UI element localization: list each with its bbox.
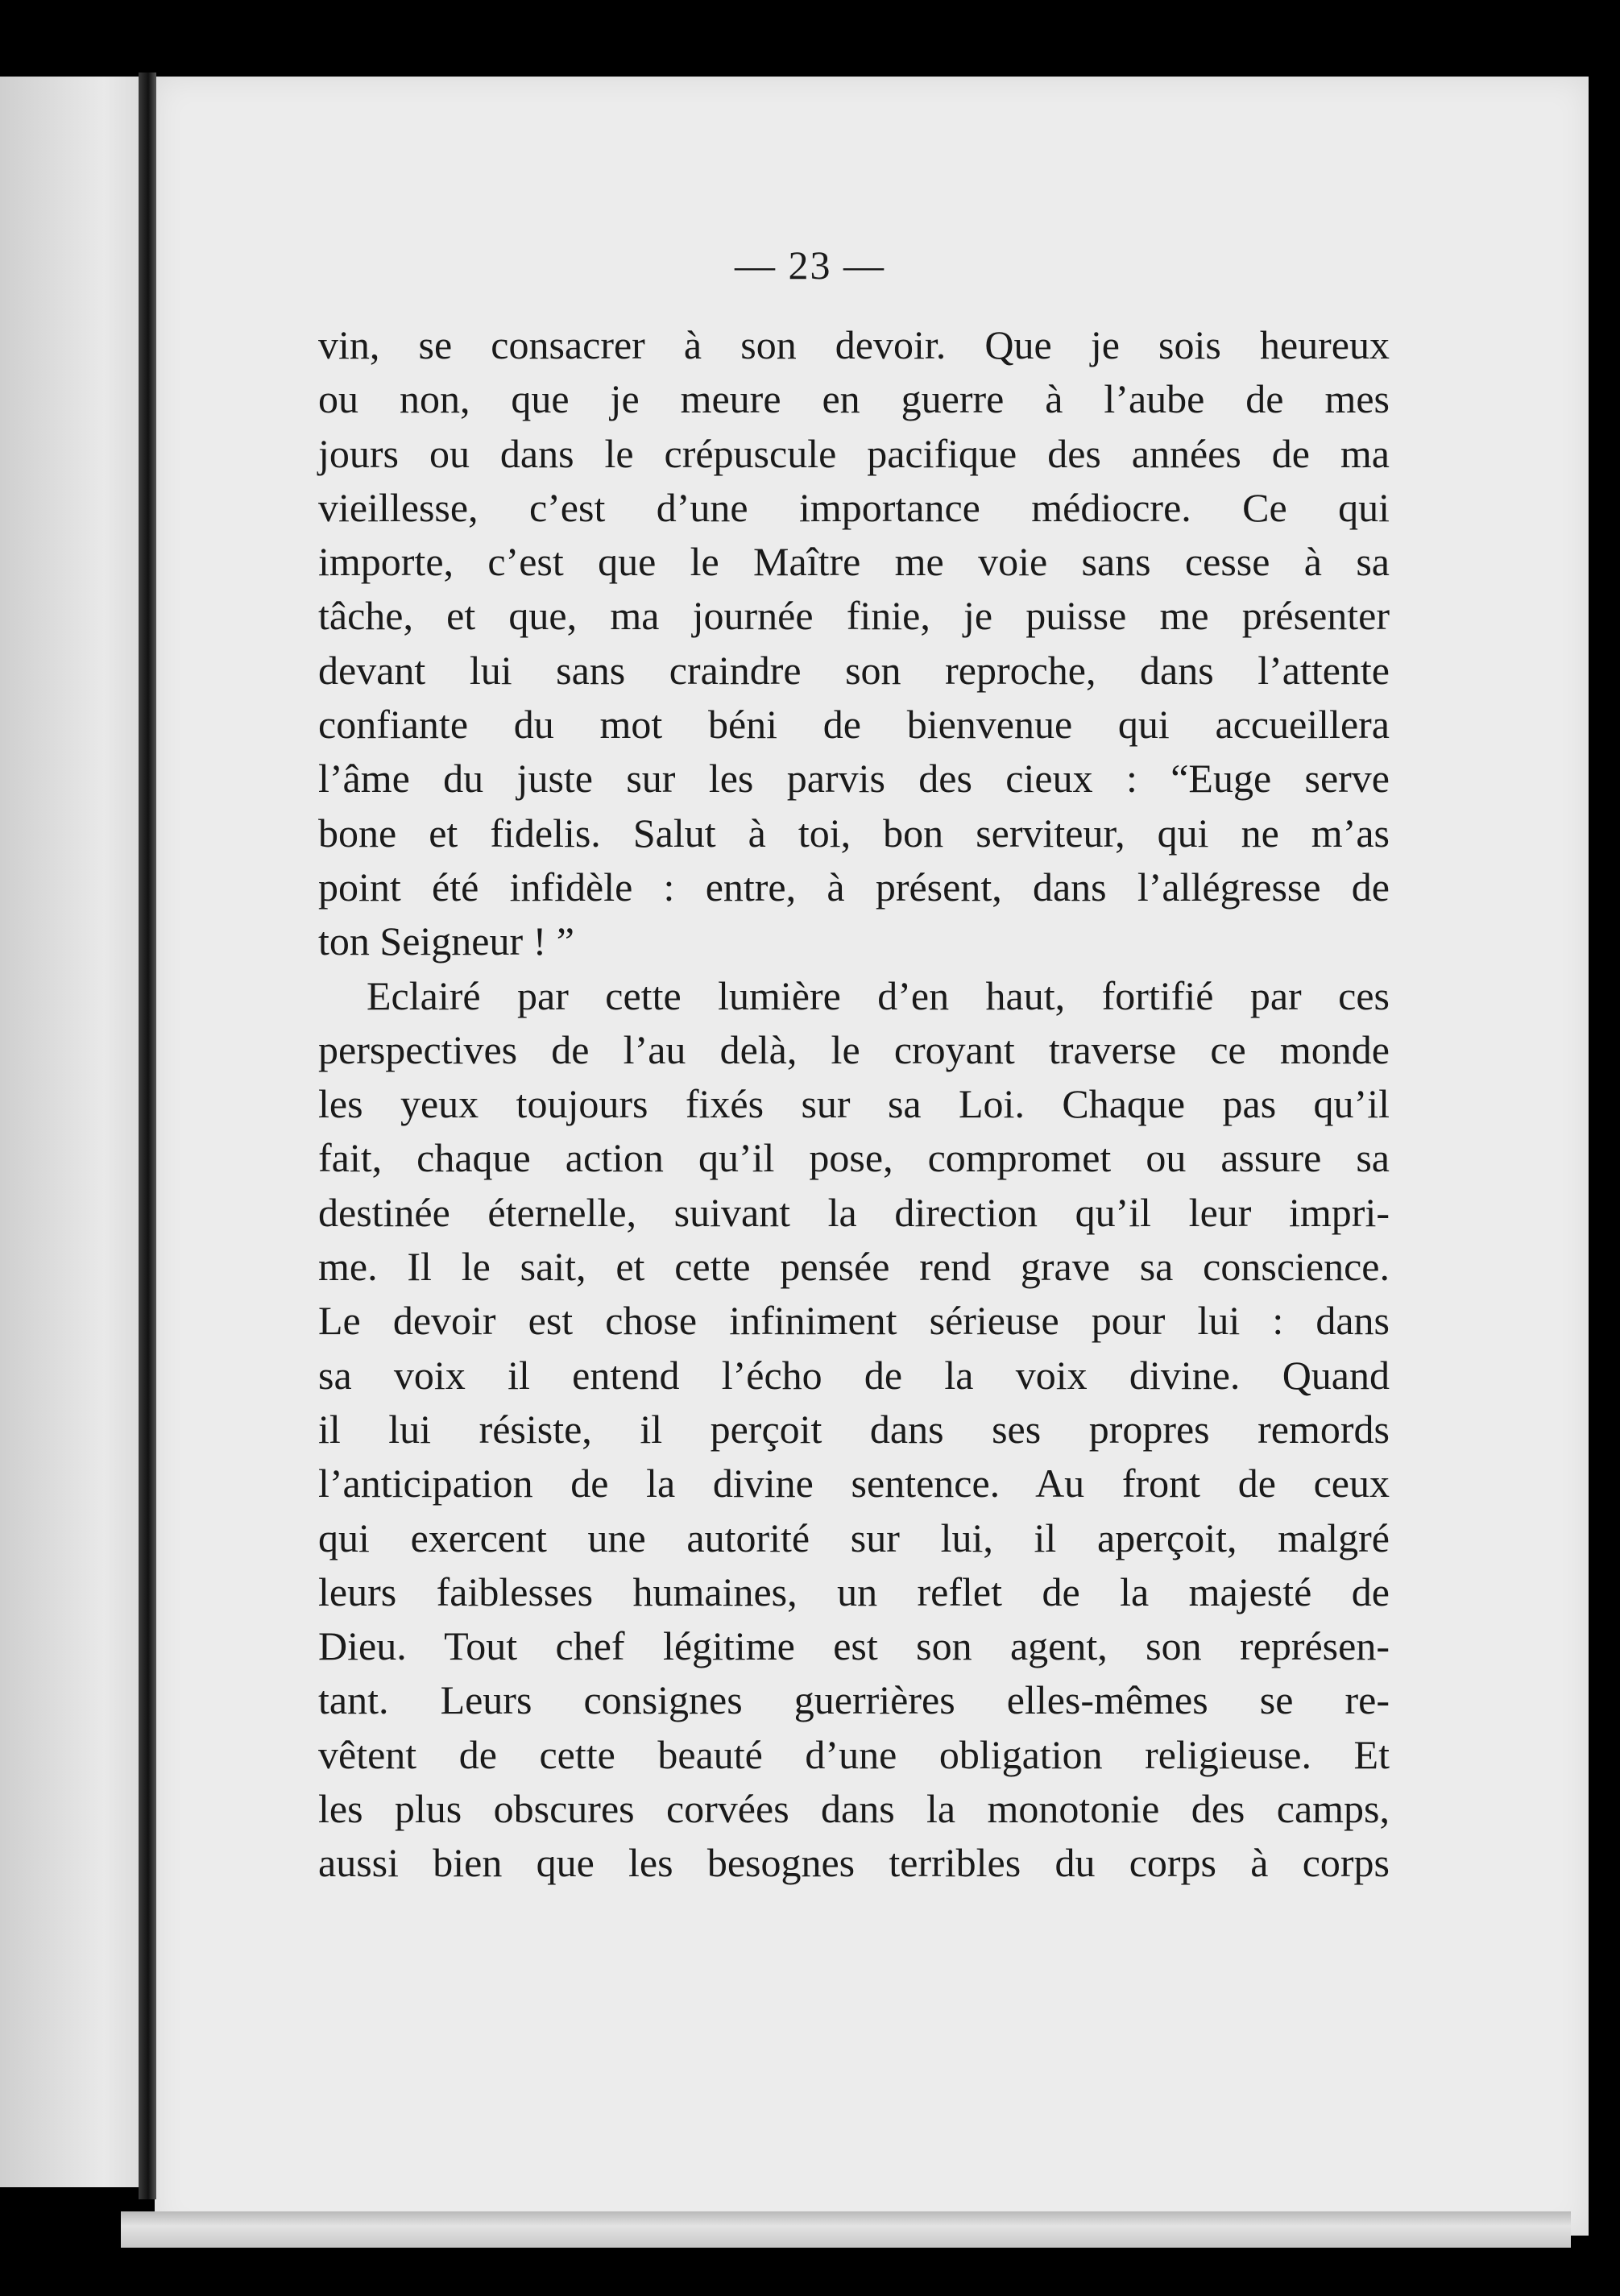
text-line: fait, chaque action qu’il pose, compromet ou assure sa bbox=[318, 1135, 1390, 1181]
text-line: jours ou dans le crépuscule pacifique des années de ma bbox=[318, 430, 1390, 476]
page-bottom-edge bbox=[121, 2211, 1571, 2248]
left-page-edge bbox=[0, 77, 149, 2187]
text-line: perspectives de l’au delà, le croyant traverse ce monde bbox=[318, 1026, 1390, 1072]
text-line: importe, c’est que le Maître me voie sans cesse à sa bbox=[318, 539, 1390, 585]
text-line: qui exercent une autorité sur lui, il aperçoit, malgré bbox=[318, 1515, 1390, 1560]
text-line: vêtent de cette beauté d’une obligation religieuse. Et bbox=[318, 1731, 1390, 1777]
text-line: me. Il le sait, et cette pensée rend grave sa conscience. bbox=[318, 1244, 1390, 1290]
text-line: Dieu. Tout chef légitime est son agent, son représen- bbox=[318, 1623, 1390, 1669]
book-spine bbox=[139, 73, 156, 2199]
text-line: vieillesse, c’est d’une importance médiocre. Ce qui bbox=[318, 484, 1390, 530]
text-line: tant. Leurs consignes guerrières elles-mêmes se re- bbox=[318, 1677, 1390, 1723]
text-line: destinée éternelle, suivant la direction qu’il leur impri- bbox=[318, 1189, 1390, 1235]
text-line: sa voix il entend l’écho de la voix divine. Quand bbox=[318, 1352, 1390, 1398]
text-line: Eclairé par cette lumière d’en haut, fortifié par ces bbox=[367, 972, 1390, 1018]
text-line: tâche, et que, ma journée finie, je puisse me présenter bbox=[318, 593, 1390, 639]
text-line: ou non, que je meure en guerre à l’aube de mes bbox=[318, 376, 1390, 422]
text-line: leurs faiblesses humaines, un reflet de la majesté de bbox=[318, 1569, 1390, 1614]
text-line: aussi bien que les besognes terribles du corps à corps bbox=[318, 1840, 1390, 1886]
text-line: point été infidèle : entre, à présent, dans l’allégresse de bbox=[318, 864, 1390, 910]
text-line: il lui résiste, il perçoit dans ses propres remords bbox=[318, 1406, 1390, 1452]
text-line: bone et fidelis. Salut à toi, bon serviteur, qui ne m’as bbox=[318, 810, 1390, 856]
text-line: vin, se consacrer à son devoir. Que je sois heureux bbox=[318, 322, 1390, 367]
page-number: — 23 — bbox=[735, 242, 885, 288]
text-line: les plus obscures corvées dans la monotonie des camps, bbox=[318, 1786, 1390, 1832]
text-line: l’âme du juste sur les parvis des cieux : “Euge serve bbox=[318, 756, 1390, 802]
text-line: l’anticipation de la divine sentence. Au front de ceux bbox=[318, 1461, 1390, 1506]
text-line: confiante du mot béni de bienvenue qui accueillera bbox=[318, 702, 1390, 748]
text-line: devant lui sans craindre son reproche, dans l’attente bbox=[318, 647, 1390, 693]
text-line: ton Seigneur ! ” bbox=[318, 918, 574, 964]
text-line: Le devoir est chose infiniment sérieuse pour lui : dans bbox=[318, 1298, 1390, 1344]
body-text bbox=[318, 318, 1390, 1891]
text-line: les yeux toujours fixés sur sa Loi. Chaque pas qu’il bbox=[318, 1081, 1390, 1127]
